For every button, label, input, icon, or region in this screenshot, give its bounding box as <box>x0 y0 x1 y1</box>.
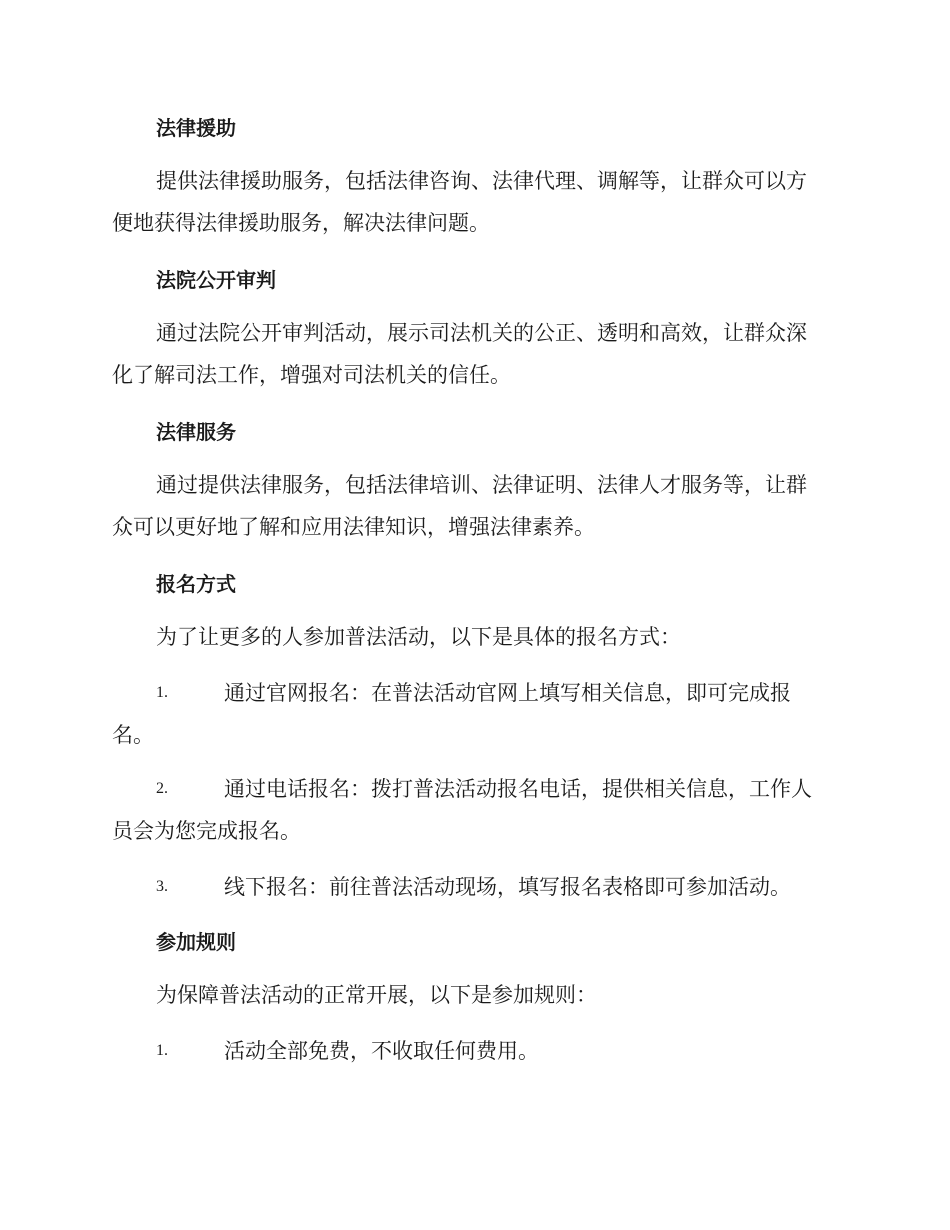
list-item <box>112 672 834 756</box>
body-line: 为保障普法活动的正常开展，以下是参加规则： <box>156 983 597 1007</box>
list-text: 通过官网报名：在普法活动官网上填写相关信息，即可完成报 <box>224 681 791 705</box>
list-number: 2. <box>156 780 168 797</box>
list-item <box>112 866 834 908</box>
body-line: 为了让更多的人参加普法活动，以下是具体的报名方式： <box>156 625 681 649</box>
list-number: 1. <box>156 1042 168 1059</box>
list-item <box>112 768 834 852</box>
section-body-public-trial <box>112 312 834 396</box>
body-line: 化了解司法工作，增强对司法机关的信任。 <box>112 363 511 387</box>
section-heading-public-trial: 法院公开审判 <box>156 268 276 292</box>
section-intro-rules <box>112 974 834 1016</box>
section-heading-rules: 参加规则 <box>156 930 236 954</box>
body-line: 提供法律援助服务，包括法律咨询、法律代理、调解等，让群众可以方 <box>156 169 807 193</box>
section-body-legal-services <box>112 464 834 548</box>
list-number: 3. <box>156 878 168 895</box>
section-body-legal-aid <box>112 160 834 244</box>
body-line: 众可以更好地了解和应用法律知识，增强法律素养。 <box>112 515 595 539</box>
body-line: 通过法院公开审判活动，展示司法机关的公正、透明和高效，让群众深 <box>156 321 807 345</box>
body-line: 通过提供法律服务，包括法律培训、法律证明、法律人才服务等，让群 <box>156 473 807 497</box>
list-text: 活动全部免费，不收取任何费用。 <box>224 1039 539 1063</box>
list-text-continued: 名。 <box>112 723 154 747</box>
section-heading-registration: 报名方式 <box>156 572 236 596</box>
section-intro-registration <box>112 616 834 658</box>
list-text: 通过电话报名：拨打普法活动报名电话，提供相关信息，工作人 <box>224 777 812 801</box>
list-text-continued: 员会为您完成报名。 <box>112 819 301 843</box>
list-item <box>112 1030 834 1072</box>
list-text: 线下报名：前往普法活动现场，填写报名表格即可参加活动。 <box>224 875 791 899</box>
list-number: 1. <box>156 684 168 701</box>
section-heading-legal-aid: 法律援助 <box>156 116 236 140</box>
body-line: 便地获得法律援助服务，解决法律问题。 <box>112 211 490 235</box>
section-heading-legal-services: 法律服务 <box>156 420 236 444</box>
